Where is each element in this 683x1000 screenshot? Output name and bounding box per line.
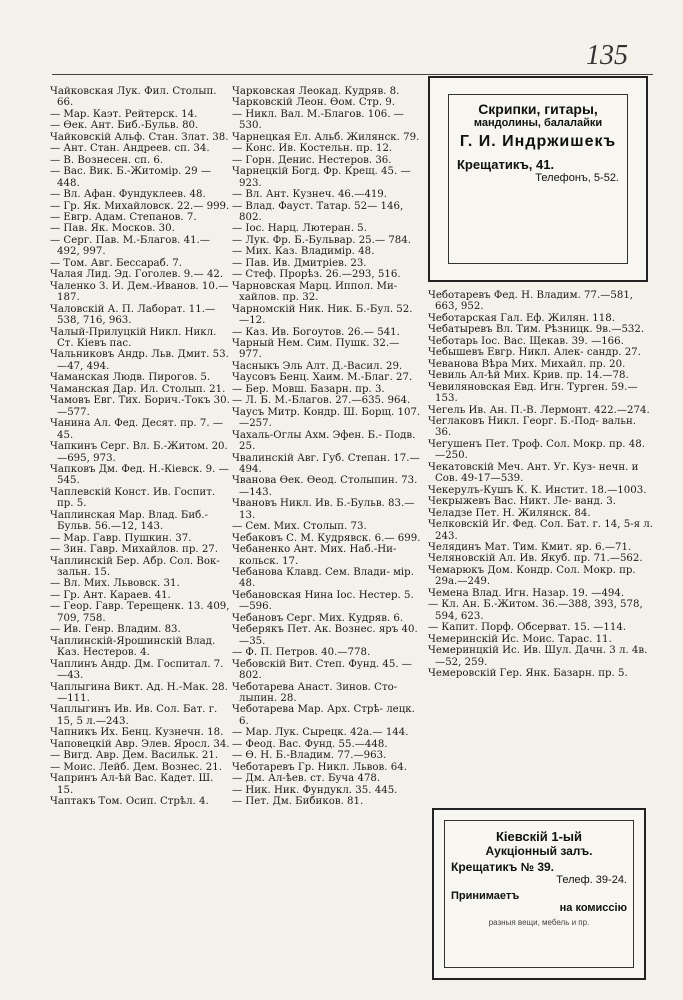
header-rule — [52, 74, 653, 75]
directory-entry: Чапковъ Дм. Фед. Н.-Кіевск. 9. —545. — [50, 463, 229, 487]
directory-entry: Чвалинскій Авг. Губ. Степан. 17.—494. — [232, 452, 420, 475]
directory-entry: Чарнецкая Ел. Альб. Жилянск. 79. — [232, 131, 420, 143]
ad-line: разныя вещи, мебель и пр. — [488, 918, 590, 927]
directory-entry: Чебаковъ С. М. Кудрявск. 6.— 699. — [232, 532, 421, 544]
directory-entry: — Ник. Ник. Фундукл. 35. 445. — [232, 784, 398, 796]
ad-line: Принимаетъ — [451, 890, 520, 902]
ad-address: Крещатикъ, 41. — [457, 157, 555, 172]
directory-entry: — Пав. Ив. Дмитріев. 23. — [232, 257, 367, 269]
directory-entry: Чарнецкій Богд. Фр. Крещ. 45. —923. — [232, 166, 411, 189]
directory-entry: Чевиляновская Евд. Игн. Турген. 59.—153. — [428, 381, 638, 405]
directory-entry: Чаленко З. И. Дем.-Иванов. 10.—187. — [50, 280, 229, 304]
directory-entry: — Мих. Каз. Владимір. 48. — [232, 246, 375, 258]
directory-entry: — Вас. Вик. Б.-Житомір. 29 —448. — [50, 166, 212, 189]
directory-entry: Чайковская Лук. Фил. Столып. 66. — [50, 86, 217, 109]
page-number: 135 — [586, 40, 628, 71]
ad-phone: Телефонъ, 5-52. — [535, 172, 619, 184]
directory-entry: Чебышевъ Евгр. Никл. Алек- сандр. 27. — [428, 347, 641, 359]
directory-entry: Чанина Ал. Фед. Десят. пр. 7. —45. — [50, 418, 224, 441]
directory-entry: Чаплинская Мар. Влад. Биб.- Бульв. 56.—12, 143. — [50, 509, 208, 533]
directory-entry: — Зин. Гавр. Михайлов. пр. 27. — [50, 544, 219, 556]
directory-entry: — Геор. Гавр. Терещенк. 13. 409, 709, 758. — [50, 601, 230, 624]
directory-entry: — Мар. Лук. Сырецк. 42а.— 144. — [232, 727, 409, 739]
directory-entry: Чарковскій Леон. Өом. Стр. 9. — [232, 97, 396, 109]
directory-entry: Чаплинскій Бер. Абр. Сол. Вок- зальн. 15. — [50, 555, 220, 579]
directory-entry: Чарный Нем. Сим. Пушк. 32.— 977. — [232, 337, 400, 361]
directory-entry: Челядинъ Мат. Тим. Кмит. яр. 6.—71. — [428, 541, 632, 553]
directory-entry: Чекерулъ-Кушъ К. К. Инстит. 18.—1003. — [428, 484, 647, 496]
directory-entry: — Феод. Вас. Фунд. 55.—448. — [232, 738, 388, 750]
directory-entry: — Вл. Мих. Львовск. 31. — [50, 578, 180, 590]
directory-entry: Чекатовскій Меч. Ант. Уг. Куз- нечн. и Сов. 49-17—539. — [428, 461, 639, 485]
directory-entry: Чарновская Марц. Иппол. Ми- хайлов. пр. 32. — [232, 280, 398, 304]
advertisement-auction — [432, 808, 646, 980]
directory-entry: — Сем. Мих. Столып. 73. — [232, 521, 367, 533]
directory-entry: — Ө. Н. Б.-Владим. 77.—963. — [232, 750, 387, 762]
directory-entry: Чеглаковъ Никл. Георг. Б.-Под- вальн. 36. — [428, 415, 636, 439]
directory-entry: Чванова Өек. Өеод. Столыпин. 73.—143. — [232, 475, 418, 498]
directory-entry: Чеботарева Анаст. Зинов. Сто- лыпин. 28. — [232, 681, 398, 705]
directory-entry: — Мар. Каэт. Рейтерск. 14. — [50, 108, 198, 120]
directory-entry: Чебановъ Серг. Мих. Кудряв. 6. — [232, 612, 404, 624]
directory-entry: Чамовъ Евг. Тих. Борич.-Токъ 30.—577. — [50, 395, 230, 418]
directory-entry: — Каз. Ив. Богоутов. 26.— 541. — [232, 326, 400, 338]
directory-entry: — Іос. Нарц. Лютеран. 5. — [232, 223, 367, 235]
directory-entry: — В. Вознесен. сп. 6. — [50, 154, 164, 166]
directory-entry: Чебатыревъ Вл. Тим. Рѣзницк. 9в.—532. — [428, 324, 645, 336]
directory-entry: Чебаненко Ант. Мих. Наб.-Ни- кольск. 17. — [232, 544, 397, 567]
directory-entry: — Лук. Фр. Б.-Бульвар. 25.— 784. — [232, 234, 412, 246]
directory-entry: Чемеровскій Гер. Янк. Базарн. пр. 5. — [428, 667, 628, 679]
directory-entry: Чаповецкій Авр. Элев. Яросл. 34. — [50, 738, 230, 750]
directory-entry: Чаусъ Митр. Кондр. Ш. Борщ. 107.—257. — [232, 406, 421, 430]
directory-entry: Чарковская Леокад. Кудряв. 8. — [232, 86, 400, 97]
column-3 — [428, 290, 653, 679]
directory-entry: Чальниковъ Андр. Льв. Дмит. 53.—47, 494. — [50, 349, 229, 372]
directory-entry: Чалая Лид. Эд. Гоголев. 9.— 42. — [50, 269, 224, 281]
directory-entry: Чаплинскій-Ярошинскій Влад. Каз. Нестеров. 4. — [50, 635, 216, 659]
ad-line: Аукціонный залъ. — [485, 844, 593, 858]
directory-entry: — Пав. Як. Москов. 30. — [50, 223, 175, 235]
directory-entry: Чеботарская Гал. Еф. Жилян. 118. — [428, 312, 615, 324]
ad-line: Скрипки, гитары, — [478, 101, 598, 117]
directory-entry: Чвановъ Никл. Ив. Б.-Бульв. 83.—13. — [232, 498, 415, 521]
directory-entry: Чемена Влад. Игн. Назар. 19. —494. — [428, 587, 625, 599]
directory-entry: Чеберякъ Пет. Ак. Вознес. яръ 40.—35. — [232, 624, 418, 647]
directory-entry: Чемеринцкій Ис. Ив. Шул. Дачн. 3 л. 4в.—52, 259. — [428, 645, 648, 668]
directory-entry: — Никл. Вал. М.-Благов. 106. —530. — [232, 108, 404, 132]
directory-entry: Чаманская Дар. Ил. Столып. 21. — [50, 383, 226, 395]
directory-entry: Челадзе Пет. Н. Жилянск. 84. — [428, 507, 591, 519]
ad-address: Крещатикъ № 39. — [451, 860, 555, 874]
directory-entry: — Серг. Пав. М.-Благов. 41.— 492, 997. — [50, 234, 210, 258]
ad-phone: Телеф. 39-24. — [556, 874, 627, 886]
advertisement-instruments — [428, 76, 648, 282]
directory-entry: — Влад. Фауст. Татар. 52— 146, 802. — [232, 200, 404, 223]
directory-entry: Чеботаревъ Гр. Никл. Львов. 64. — [232, 761, 407, 773]
directory-entry: Чеботарь Іос. Вас. Щекав. 39. —166. — [428, 335, 624, 347]
directory-entry: Чайковскій Альф. Стан. Злат. 38. — [50, 131, 229, 143]
ad-line: Кіевскій 1-ый — [495, 829, 583, 844]
directory-entry: Чаплыгинъ Ив. Ив. Сол. Бат. г. 15, 5 л.—243. — [50, 704, 218, 727]
directory-entry: Чапникъ Их. Бенц. Кузнечн. 18. — [50, 727, 224, 739]
directory-entry: Чаловскій А. П. Лаборат. 11.— 538, 716, 963. — [50, 303, 216, 327]
directory-entry: — Капит. Порф. Обсерват. 15. —114. — [428, 622, 627, 634]
directory-entry: — Вл. Ант. Кузнеч. 46.—419. — [232, 189, 388, 201]
directory-entry: — Евгр. Адам. Степанов. 7. — [50, 211, 197, 223]
directory-entry: — Ант. Стан. Андреев. сп. 34. — [50, 143, 210, 155]
directory-entry: Челяновскій Ал. Ив. Якуб. пр. 71.—562. — [428, 553, 643, 565]
directory-entry: Чеботаревъ Фед. Н. Владим. 77.—581, 663, 952. — [428, 290, 634, 313]
directory-entry: — Вл. Афан. Фундуклеев. 48. — [50, 189, 206, 201]
directory-entry: — Өек. Ант. Биб.-Бульв. 80. — [50, 120, 199, 132]
ad-shop-name: Г. И. Индржишекъ — [459, 133, 617, 150]
directory-entry: Чеванова Вѣра Мих. Михайл. пр. 20. — [428, 358, 626, 370]
directory-entry: Чаплевскій Конст. Ив. Госпит. пр. 5. — [50, 486, 216, 510]
directory-entry: Чебановская Нина Іос. Нестер. 5.—596. — [232, 589, 414, 613]
directory-entry: Чапкинъ Серг. Вл. Б.-Житом. 20.—695, 973. — [50, 441, 228, 464]
directory-entry: Чаплыгина Викт. Ад. Н.-Мак. 28.—111. — [50, 681, 228, 705]
directory-entry: — Том. Авг. Бессараб. 7. — [50, 257, 182, 269]
directory-entry: Чаптакъ Том. Осип. Стрѣл. 4. — [50, 796, 209, 808]
directory-entry: Чегушенъ Пет. Троф. Сол. Мокр. пр. 48.—250. — [428, 438, 645, 462]
directory-entry: Чаусовъ Бенц. Хаим. М.-Благ. 27. — [232, 372, 413, 384]
directory-entry: — Конс. Ив. Костельн. пр. 12. — [232, 143, 393, 155]
directory-entry: Чахаль-Оглы Ахм. Эфен. Б.- Подв. 25. — [232, 429, 416, 453]
directory-entry: Чапринъ Ал-ѣй Вас. Кадет. Ш. 15. — [50, 773, 214, 796]
directory-entry: Чарномскій Ник. Ник. Б.-Бул. 52.—12. — [232, 303, 413, 327]
directory-entry: Чебовскій Вит. Степ. Фунд. 45. —802. — [232, 658, 412, 682]
directory-entry: — Моис. Лейб. Дем. Вознес. 21. — [50, 761, 222, 773]
directory-entry: — Пет. Дм. Бибиков. 81. — [232, 796, 364, 808]
directory-entry: — Дм. Ал-ѣев. ст. Буча 478. — [232, 773, 381, 785]
column-1 — [50, 86, 230, 808]
directory-entry: — Стеф. Прорѣз. 26.—293, 516. — [232, 269, 401, 281]
directory-entry: — Ф. П. Петров. 40.—778. — [232, 647, 371, 659]
ad-inner-frame — [448, 94, 628, 264]
directory-entry: — Л. Б. М.-Благов. 27.—635. 964. — [232, 395, 411, 407]
directory-entry: — Гр. Як. Михайловск. 22.— 999. — [50, 200, 230, 212]
directory-entry: Чекрыжевъ Вас. Никт. Ле- ванд. 3. — [428, 496, 616, 508]
directory-entry: Чевиль Ал-ѣй Мих. Крив. пр. 14.—78. — [428, 370, 629, 382]
directory-entry: Чемеринскій Ис. Моис. Тарас. 11. — [428, 633, 612, 645]
directory-entry: Чеботарева Мар. Арх. Стрѣ- лецк. 6. — [232, 704, 415, 727]
directory-entry: Чебанова Клавд. Сем. Влади- мір. 48. — [232, 567, 414, 590]
directory-entry: Челковскій Иг. Фед. Сол. Бат. г. 14, 5-я л. 243. — [428, 519, 654, 542]
ad-inner-frame — [444, 820, 634, 968]
ad-line: мандолины, балалайки — [473, 117, 603, 129]
directory-entry: — Вигд. Авр. Дем. Васильк. 21. — [50, 750, 219, 762]
directory-entry: — Ив. Генр. Владим. 83. — [50, 624, 181, 636]
directory-entry: Чалый-Прилуцкій Никл. Никл. Ст. Кіевъ пас. — [50, 326, 217, 349]
directory-entry: — Бер. Мовш. Базарн. пр. 3. — [232, 383, 385, 395]
ad-line: на комиссію — [559, 902, 627, 914]
column-2 — [232, 86, 422, 808]
directory-entry: Чемарюкъ Дом. Кондр. Сол. Мокр. пр. 29а.—249. — [428, 564, 636, 588]
directory-entry: Часныкъ Эль Алт. Д.-Васил. 29. — [232, 360, 403, 372]
directory-entry: — Горн. Денис. Нестеров. 36. — [232, 154, 392, 166]
directory-entry: — Кл. Ан. Б.-Житом. 36.—388, 393, 578, 594, 623. — [428, 599, 643, 622]
directory-entry: Чаплинъ Андр. Дм. Госпитал. 7.—43. — [50, 658, 224, 682]
directory-entry: — Гр. Ант. Караев. 41. — [50, 589, 171, 601]
directory-entry: Чаманская Людв. Пирогов. 5. — [50, 372, 211, 384]
directory-entry: — Мар. Гавр. Пушкин. 37. — [50, 532, 192, 544]
directory-entry: Чегель Ив. Ан. П.-В. Лермонт. 422.—274. — [428, 404, 650, 416]
